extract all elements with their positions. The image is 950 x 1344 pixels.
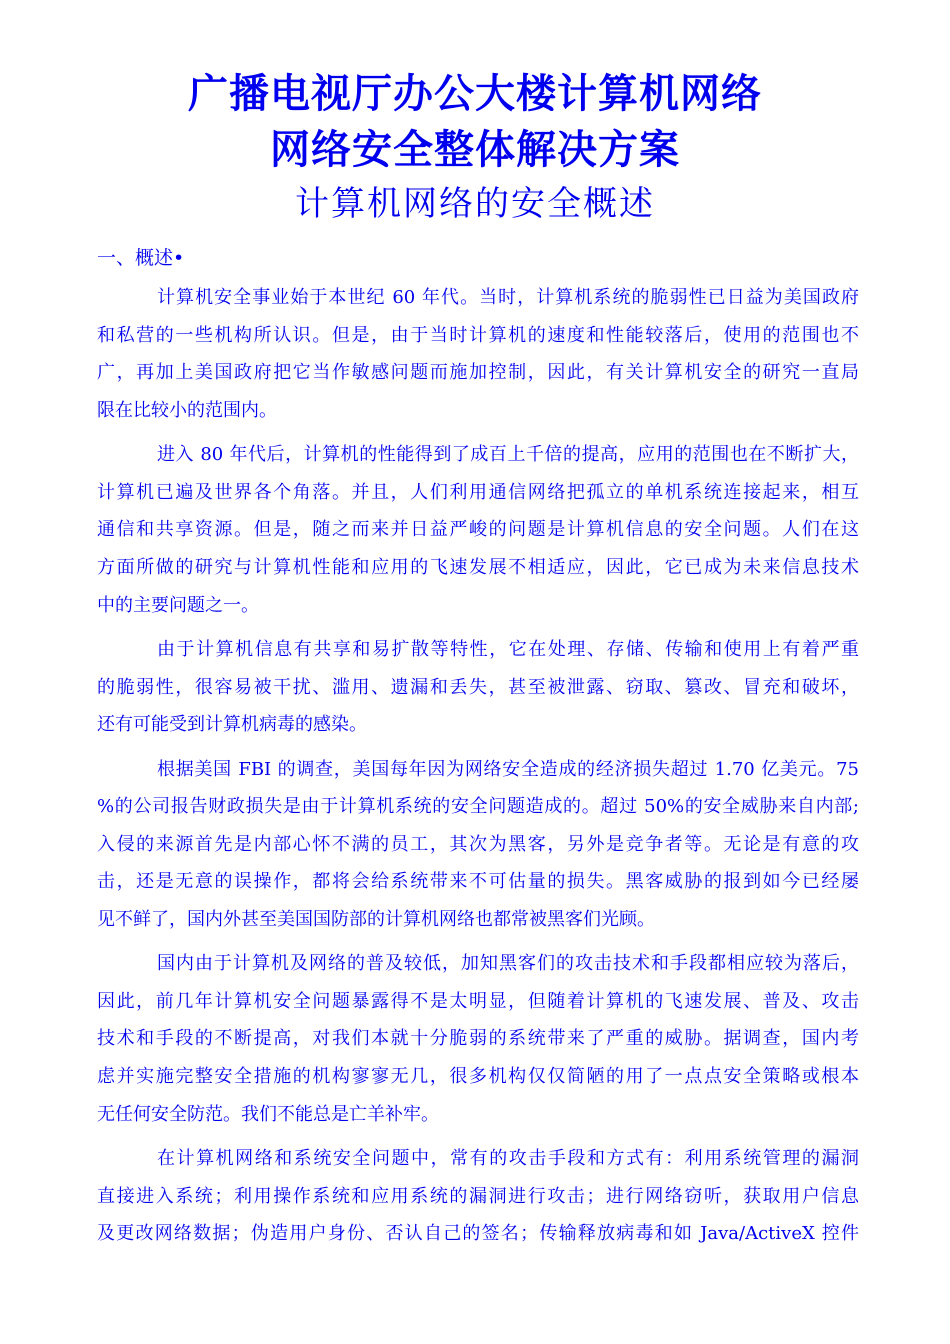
paragraph-line: 还有可能受到计算机病毒的感染。	[97, 714, 367, 736]
document-subtitle: 计算机网络的安全概述	[295, 184, 655, 224]
document-title-line-1: 广播电视厅办公大楼计算机网络	[188, 71, 762, 117]
section-heading: 一、概述•	[97, 247, 185, 269]
paragraph-line: 限在比较小的范围内。	[97, 399, 277, 421]
body-text	[97, 279, 859, 1260]
paragraph-line: 因此，前几年计算机安全问题暴露得不是太明显，但随着计算机的飞速发展、普及、攻击	[97, 990, 859, 1012]
paragraph-line: 由于计算机信息有共享和易扩散等特性，它在处理、存储、传输和使用上有着严重	[157, 638, 859, 660]
paragraph-line: 见不鲜了，国内外甚至美国国防部的计算机网络也都常被黑客们光顾。	[97, 908, 655, 930]
paragraph-2	[97, 436, 859, 624]
paragraph-line: 在计算机网络和系统安全问题中，常有的攻击手段和方式有：利用系统管理的漏洞	[157, 1148, 859, 1170]
paragraph-line: 直接进入系统；利用操作系统和应用系统的漏洞进行攻击；进行网络窃听，获取用户信息	[97, 1185, 859, 1207]
paragraph-line: 虑并实施完整安全措施的机构寥寥无几，很多机构仅仅简陋的用了一点点安全策略或根本	[97, 1066, 859, 1088]
paragraph-line: 通信和共享资源。但是，随之而来并日益严峻的问题是计算机信息的安全问题。人们在这	[97, 519, 859, 541]
paragraph-line: 和私营的一些机构所认识。但是，由于当时计算机的速度和性能较落后，使用的范围也不	[97, 324, 859, 346]
paragraph-line: 根据美国 FBI 的调查，美国每年因为网络安全造成的经济损失超过 1.70 亿美元。75	[157, 758, 859, 780]
paragraph-5	[97, 945, 859, 1133]
paragraph-line: 计算机已遍及世界各个角落。并且，人们利用通信网络把孤立的单机系统连接起来，相互	[97, 481, 859, 503]
paragraph-line: 国内由于计算机及网络的普及较低，加知黑客们的攻击技术和手段都相应较为落后，	[157, 953, 859, 975]
paragraph-line: 广，再加上美国政府把它当作敏感问题而施加控制，因此，有关计算机安全的研究一直局	[97, 362, 859, 384]
paragraph-6	[97, 1140, 859, 1253]
paragraph-line: 中的主要问题之一。	[97, 594, 259, 616]
document-title-line-2: 网络安全整体解决方案	[270, 127, 680, 173]
paragraph-line: 计算机安全事业始于本世纪 60 年代。当时，计算机系统的脆弱性已日益为美国政府	[157, 287, 859, 308]
paragraph-line: 方面所做的研究与计算机性能和应用的飞速发展不相适应，因此，它已成为未来信息技术	[97, 556, 859, 578]
paragraph-line: 击，还是无意的误操作，都将会给系统带来不可估量的损失。黑客威胁的报到如今已经屡	[97, 871, 859, 893]
paragraph-line: 进入 80 年代后，计算机的性能得到了成百上千倍的提高，应用的范围也在不断扩大，	[157, 444, 859, 466]
paragraph-line: 技术和手段的不断提高，对我们本就十分脆弱的系统带来了严重的威胁。据调查，国内考	[97, 1028, 859, 1050]
paragraph-line: 及更改网络数据；伪造用户身份、否认自己的签名；传输释放病毒和如 Java/ActiveX 控件	[97, 1223, 859, 1245]
paragraph-line: %的公司报告财政损失是由于计算机系统的安全问题造成的。超过 50%的安全威胁来自内部;	[97, 796, 859, 818]
paragraph-4	[97, 751, 859, 939]
paragraph-line: 无任何安全防范。我们不能总是亡羊补牢。	[97, 1103, 439, 1125]
paragraph-line: 入侵的来源首先是内部心怀不满的员工，其次为黑客，另外是竞争者等。无论是有意的攻	[97, 833, 859, 855]
paragraph-1	[97, 279, 859, 429]
paragraph-3	[97, 631, 859, 744]
paragraph-line: 的脆弱性，很容易被干扰、滥用、遗漏和丢失，甚至被泄露、窃取、篡改、冒充和破坏，	[97, 676, 859, 698]
